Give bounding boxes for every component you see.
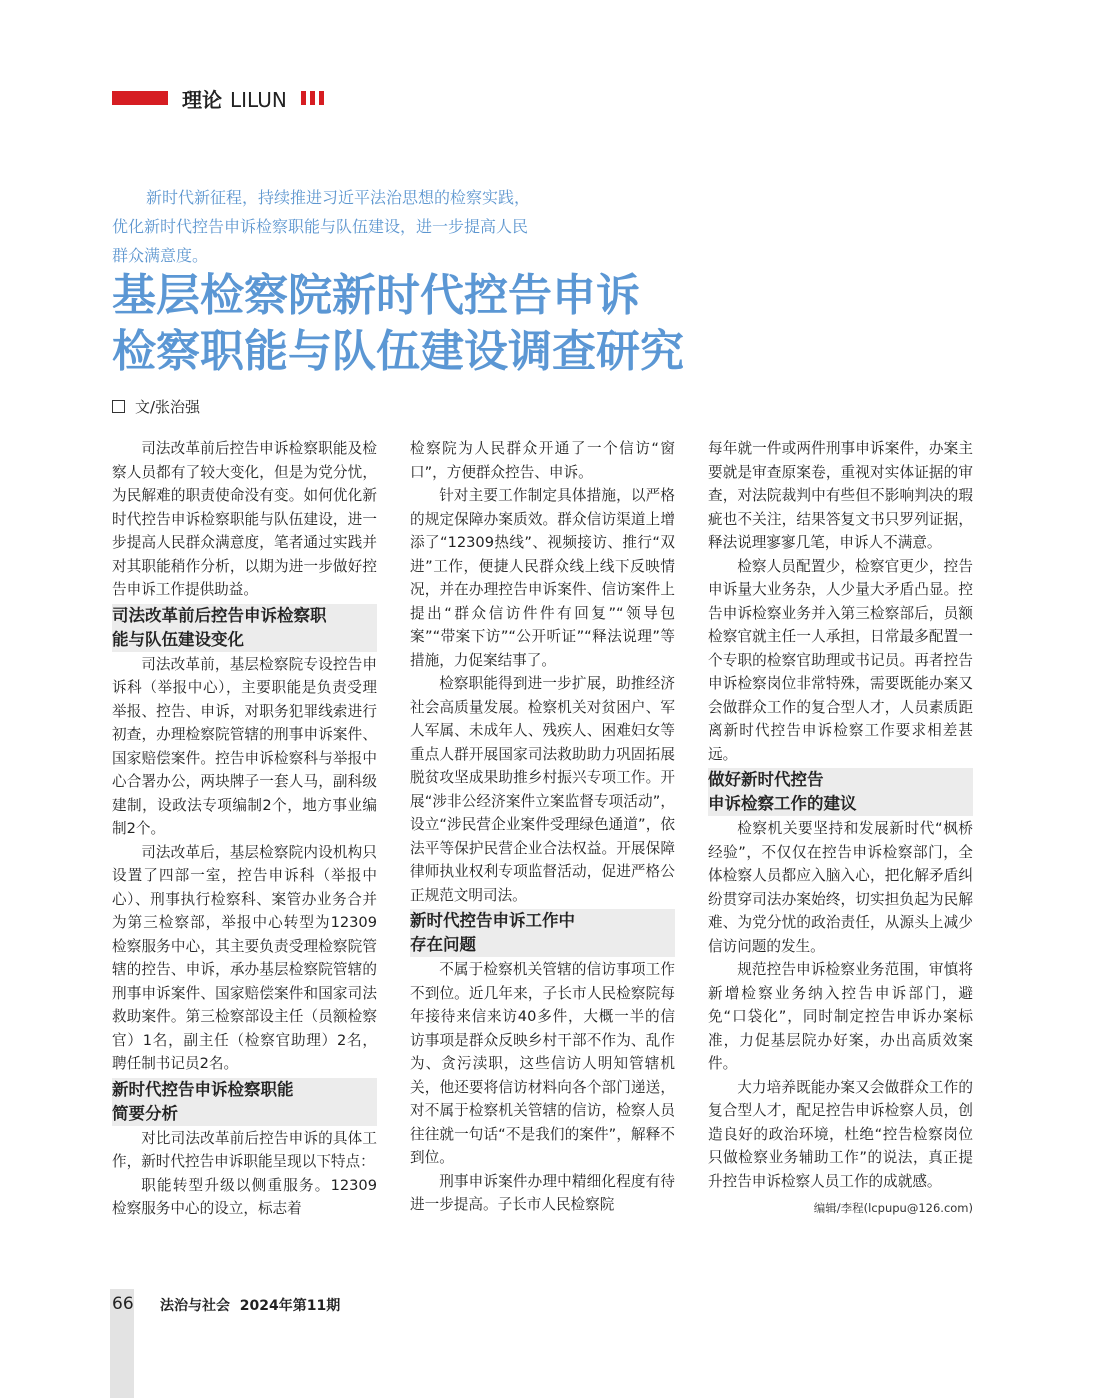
section-marker-bar: [112, 91, 168, 105]
paragraph: 不属于检察机关管辖的信访事项工作不到位。近几年来，子长市人民检察院每年接待来信来访40多件，大概一半的信访事项是群众反映乡村干部不作为、乱作为、贪污渎职，这些信访人明知管辖机关，他还要将信访材料向各个部门递送，对不属于检察机关管辖的信访，检察人员往往就一句话“不是我们的案件”，解释不到位。: [410, 961, 675, 1166]
section-heading: [112, 604, 377, 652]
section-label-en: LILUN: [230, 88, 287, 112]
text-column-2: [410, 437, 675, 1217]
paragraph: 规范控告申诉检察业务范围，审慎将新增检察业务纳入控告申诉部门，避免“口袋化”，同时制定控告申诉办案标准，力促基层院办好案，办出高质效案件。: [708, 961, 973, 1072]
paragraph: 司法改革前后控告申诉检察职能及检察人员都有了较大变化，但是为党分忧，为民解难的职责使命没有变。如何优化新时代控告申诉检察职能与队伍建设，进一步提高人民群众满意度，笔者通过实践并对其职能稍作分析，以期为进一步做好控告申诉工作提供助益。: [112, 440, 377, 598]
heading-line: 存在问题: [410, 933, 675, 957]
paragraph: 针对主要工作制定具体措施，以严格的规定保障办案质效。群众信访渠道上增添了“12309热线”、视频接访、推行“双进”工作，便捷人民群众线上线下反映情况，并在办理控告申诉案件、信访案件上提出“群众信访件件有回复”“领导包案”“带案下访”“公开听证”“释法说理”等措施，力促案结事了。: [410, 487, 675, 669]
heading-line: 申诉检察工作的建议: [708, 792, 973, 816]
heading-line: 司法改革前后控告申诉检察职: [112, 604, 377, 628]
paragraph: 司法改革后，基层检察院内设机构只设置了四部一室，控告申诉科（举报中心）、刑事执行检察科、案管办业务合并为第三检察部，举报中心转型为12309检察服务中心，其主要负责受理检察院管辖的控告、申诉，承办基层检察院管辖的刑事申诉案件、国家赔偿案件和国家司法救助案件。第三检察部设主任（员额检察官）1名，副主任（检察官助理）2名，聘任制书记员2名。: [112, 843, 377, 1072]
section-label-cn: 理论: [182, 88, 222, 112]
section-heading: [410, 909, 675, 957]
heading-line: 新时代控告申诉工作中: [410, 909, 675, 933]
paragraph: 检察职能得到进一步扩展，助推经济社会高质量发展。检察机关对贫困户、军人军属、未成年人、残疾人、困难妇女等重点人群开展国家司法救助助力巩固拓展脱贫攻坚成果助推乡村振兴专项工作。开展“涉非公经济案件立案监督专项活动”，设立“涉民营企业案件受理绿色通道”，依法平等保护民营企业合法权益。开展保障律师执业权利专项监督活动，促进严格公正规范文明司法。: [410, 675, 675, 904]
issue-number: 2024年第11期: [239, 1298, 341, 1314]
deck-line: 群众满意度。: [112, 246, 209, 265]
heading-line: 做好新时代控告: [708, 768, 973, 792]
article-title: [112, 268, 684, 380]
footer-magazine: [160, 1295, 340, 1315]
text-column-3: [708, 437, 973, 1221]
section-label: [182, 84, 287, 113]
section-marker-stripe: [310, 91, 315, 105]
paragraph: 职能转型升级以侧重服务。12309检察服务中心的设立，标志着: [112, 1176, 377, 1217]
editor-note: 编辑/李程(lcpupu@126.com): [813, 1201, 973, 1215]
heading-line: 简要分析: [112, 1102, 377, 1126]
deck-line: 新时代新征程，持续推进习近平法治思想的检察实践，: [146, 188, 531, 207]
paragraph: 对比司法改革前后控告申诉的具体工作，新时代控告申诉职能呈现以下特点：: [112, 1129, 377, 1170]
heading-line: 新时代控告申诉检察职能: [112, 1078, 377, 1102]
author: 文/张治强: [135, 398, 201, 416]
title-line: 基层检察院新时代控告申诉: [112, 270, 640, 321]
section-marker-stripe: [301, 91, 306, 105]
page-number: 66: [112, 1294, 134, 1314]
section-heading: [708, 768, 973, 816]
paragraph: 大力培养既能办案又会做群众工作的复合型人才，配足控告申诉检察人员，创造良好的政治环境，杜绝“控告检察岗位只做检察业务辅助工作”的说法，真正提升控告申诉检察人员工作的成就感。: [708, 1078, 973, 1190]
title-line: 检察职能与队伍建设调查研究: [112, 326, 684, 377]
paragraph: 每年就一件或两件刑事申诉案件，办案主要就是审查原案卷，重视对实体证据的审查，对法院裁判中有些但不影响判决的瑕疵也不关注，结果答复文书只罗列证据，释法说理寥寥几笔，申诉人不满意。: [708, 440, 973, 551]
section-marker-stripe: [319, 91, 324, 105]
deck-line: 优化新时代控告申诉检察职能与队伍建设，进一步提高人民: [112, 217, 529, 236]
paragraph: 检察院为人民群众开通了一个信访“窗口”，方便群众控告、申诉。: [410, 440, 675, 481]
section-heading: [112, 1078, 377, 1126]
byline: [112, 396, 200, 417]
square-icon: [112, 400, 125, 413]
paragraph: 司法改革前，基层检察院专设控告申诉科（举报中心），主要职能是负责受理举报、控告、申诉，对职务犯罪线索进行初查，办理检察院管辖的刑事申诉案件、国家赔偿案件。控告申诉检察科与举报中心合署办公，两块牌子一套人马，副科级建制，设政法专项编制2个，地方事业编制2个。: [112, 655, 377, 837]
paragraph: 检察机关要坚持和发展新时代“枫桥经验”，不仅仅在控告申诉检察部门，全体检察人员都应入脑入心，把化解矛盾纠纷贯穿司法办案始终，切实担负起为民解难、为党分忧的政治责任，从源头上减少信访问题的发生。: [708, 820, 973, 955]
text-column-1: [112, 437, 377, 1221]
paragraph: 检察人员配置少，检察官更少，控告申诉量大业务杂，人少量大矛盾凸显。控告申诉检察业务并入第三检察部后，员额检察官就主任一人承担，日常最多配置一个专职的检察官助理或书记员。再者控告申诉检察岗位非常特殊，需要既能办案又会做群众工作的复合型人才，人员素质距离新时代控告申诉检察工作要求相差甚远。: [708, 557, 973, 763]
magazine-name: 法治与社会: [160, 1298, 230, 1314]
article-deck: [112, 183, 572, 270]
paragraph: 刑事申诉案件办理中精细化程度有待进一步提高。子长市人民检察院: [410, 1172, 675, 1213]
heading-line: 能与队伍建设变化: [112, 628, 377, 652]
